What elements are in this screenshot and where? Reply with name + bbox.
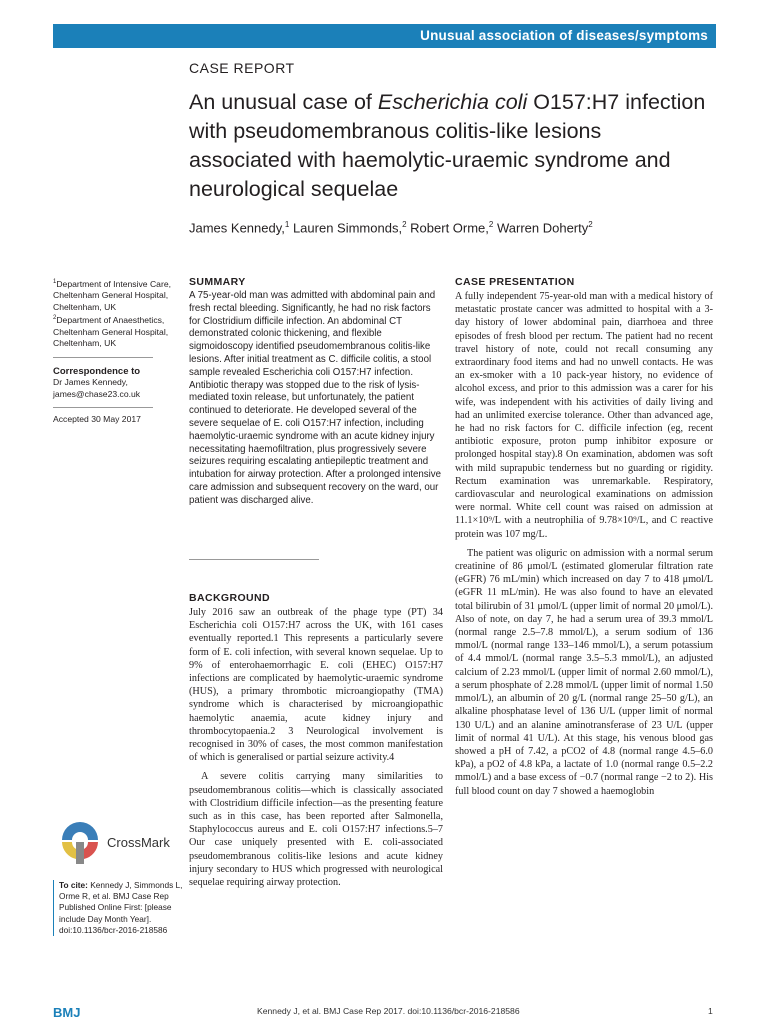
accepted-date: Accepted 30 May 2017 xyxy=(53,414,141,425)
case-para-2: The patient was oliguric on admission with a normal serum creatinine of 86 μmol/L (estimated glomerular filtration rate (eGFR) 76 mL/min) which increased on day 7 to 418 μmol/L (eGFR 11 mL/min). He was also found to have an elevated total bilirubin of 31 μmol/L (upper limit of normal 20 μmol/L). Also of note, on day 7, he had a serum urea of 39.3 mmol/L (normal range 2.5–7.8 mmol/L), a serum sodium of 136 mmol/L (normal range 133–146 mmol/L), a serum potassium of 4.4 mmol/L (normal range 3.5–5.3 mmol/L), an adjusted calcium of 2.23 mmol/L (upper limit of normal 2.60 mmol/L), a serum phosphate of 2.28 mmol/L (upper limit of normal 1.50 mmol/L), an albumin of 20 g/L (normal range 25–50 g/L), an alkaline phosphatase level of 136 U/L (upper limit of normal 130 U/L) and an alanine aminotransferase of 23 U/L (upper limit of normal 41 U/L). At this stage, his venous blood gas showed a pH of 7.42, a pCO2 of 4.8 (normal range 4.5–6.0 kPa), a pO2 of 4.8 kPa, a lactate of 1.0 (normal range 0.5–2.2 mmol/L) and a base excess of −0.7 (normal range −2 to 2). His full blood count on day 7 showed a haemoglobin xyxy=(455,547,713,797)
affil-sup: 2 xyxy=(53,315,57,322)
author[interactable]: James Kennedy, xyxy=(189,220,285,236)
affiliation-1 xyxy=(53,277,181,313)
background-para-1: July 2016 saw an outbreak of the phage type (PT) 34 Escherichia coli O157:H7 across the UK, with 161 cases eventually reported.1 This represents a particularly severe form of E. coli infection, with several known sequelae. Up to 9% of enterohaemorrhagic E. coli (EHEC) O157:H7 infections are complicated by haemolytic-uraemic syndrome (HUS), a primary thrombotic microangiopathy (TMA) syndrome which is characterised by microangiopathic haemolytic anaemia, acute kidney injury and thrombocytopaenia.2 3 Neurological involvement is recognised in 30% of cases, the most common manifestation of which is generalised or partial seizure activity.4 xyxy=(189,607,443,764)
background-heading: BACKGROUND xyxy=(189,592,270,604)
divider xyxy=(189,559,319,560)
title-organism: Escherichia coli xyxy=(377,90,528,114)
bmj-logo[interactable]: BMJ xyxy=(53,1005,81,1020)
case-para-1: A fully independent 75-year-old man with a medical history of metastatic prostate cancer was admitted to hospital with a 3-day history of lower abdominal pain, diarrhoea and three episodes of fresh blood per rectum. The patient had no recent travel history of note, could not recall consuming any extraordinary food items and had no unwell contacts. He was an ex-smoker with a 10 pack-year history, no evidence of alcohol excess, and prior to this admission was a carer for his wife, was independent with his activities of daily living and had an unlimited exercise tolerance. Other than advanced age, he had no risk factors for C. difficile infection (eg, recent antibiotic exposure, proton pump inhibitor exposure or prolonged hospital stay).8 On examination, abdomen was soft with mild suprapubic tenderness but no guarding or rigidity. Rectum examination was unremarkable. Respiratory, cardiovascular and neurological examinations on admission were normal. White cell count was raised on admission at 11.1×10⁹/L with a neutrophilia of 9.78×10⁹/L, and C reactive protein was 107 mg/L. xyxy=(455,291,713,540)
author-affil-sup: 2 xyxy=(402,220,407,229)
tocite-text: Kennedy J, Simmonds L, Orme R, et al. BMJ Case Rep Published Online First: [please include Day Month Year]. doi:10.1136/bcr-2016-218586 xyxy=(59,880,183,935)
background-para-2: A severe colitis carrying many similarities to pseudomembranous colitis—which is classically associated with Clostridium difficile infection—as the presenting feature such as in this case, has been reported after Salmonella, Staphylococcus aureus and E. coli O157:H7 infections.5–7 Our case uniquely presented with E. coli-associated pseudomembranous colitis-like lesions and acute kidney injury secondary to HUS which progressed with neurological sequelae requiring airway protection. xyxy=(189,771,443,889)
summary-text: A 75-year-old man was admitted with abdominal pain and fresh rectal bleeding. Significantly, he had no risk factors for Clostridium difficile infection. An abdominal CT demonstrated colonic thickening, and flexible sigmoidoscopy identified pseudomembranous colitis-like lesions. After initial treatment as C. difficile colitis, a stool sample revealed Escherichia coli O157:H7 infection. Antibiotic therapy was stopped due to the risk of lysis-mediated toxin release, but unfortunately, the patient continued to deteriorate. He developed several of the severe sequelae of E. coli O157:H7 infection, including haemolytic-uraemic syndrome with an acute kidney injury necessitating haemofiltration, plus progressively severe seizures requiring escalating antiepileptic treatment and intubation for airway protection. After a prolonged intensive care admission and subsequent recovery on the ward, our patient was discharged alive. xyxy=(189,290,442,506)
affiliation-2 xyxy=(53,313,181,349)
how-to-cite xyxy=(53,880,183,936)
article-type-label: CASE REPORT xyxy=(189,60,295,76)
article-title xyxy=(189,88,709,204)
case-presentation-section xyxy=(455,276,713,798)
author[interactable]: Warren Doherty xyxy=(496,220,589,236)
author-list xyxy=(189,220,593,235)
author[interactable]: Lauren Simmonds, xyxy=(292,220,403,236)
crossmark-label: CrossMark xyxy=(107,835,170,850)
author-affil-sup: 2 xyxy=(488,220,494,229)
author-affil-sup: 2 xyxy=(588,220,593,229)
title-text-1: An unusual case of xyxy=(189,90,378,114)
case-presentation-heading: CASE PRESENTATION xyxy=(455,276,575,288)
title-text-2: O157:H7 infection with pseudomembranous colitis-like lesions associated with haemolytic-uraemic syndrome and neurological sequelae xyxy=(189,90,706,201)
crossmark-icon xyxy=(60,820,100,866)
affiliation-text: Department of Intensive Care, Cheltenham General Hospital, Cheltenham, UK xyxy=(53,278,171,312)
divider xyxy=(53,407,153,408)
correspondence-email[interactable]: james@chase23.co.uk xyxy=(53,388,141,399)
divider xyxy=(53,357,153,358)
section-banner xyxy=(53,24,716,48)
author[interactable]: Robert Orme, xyxy=(410,220,489,236)
summary-section xyxy=(189,276,443,508)
author-affil-sup: 1 xyxy=(284,220,290,229)
background-section xyxy=(189,592,443,889)
correspondence-heading: Correspondence to xyxy=(53,365,141,377)
crossmark-badge[interactable] xyxy=(60,820,180,870)
footer-citation: Kennedy J, et al. BMJ Case Rep 2017. doi:10.1136/bcr-2016-218586 xyxy=(257,1006,520,1016)
tocite-heading: To cite: xyxy=(59,880,88,890)
sidebar xyxy=(53,277,181,426)
affiliation-text: Department of Anaesthetics, Cheltenham General Hospital, Cheltenham, UK xyxy=(53,315,169,349)
correspondence-name: Dr James Kennedy, xyxy=(53,377,128,388)
summary-heading: SUMMARY xyxy=(189,276,246,288)
affil-sup: 1 xyxy=(53,279,57,285)
banner-text: Unusual association of diseases/symptoms xyxy=(420,28,708,43)
page-number: 1 xyxy=(708,1006,713,1016)
